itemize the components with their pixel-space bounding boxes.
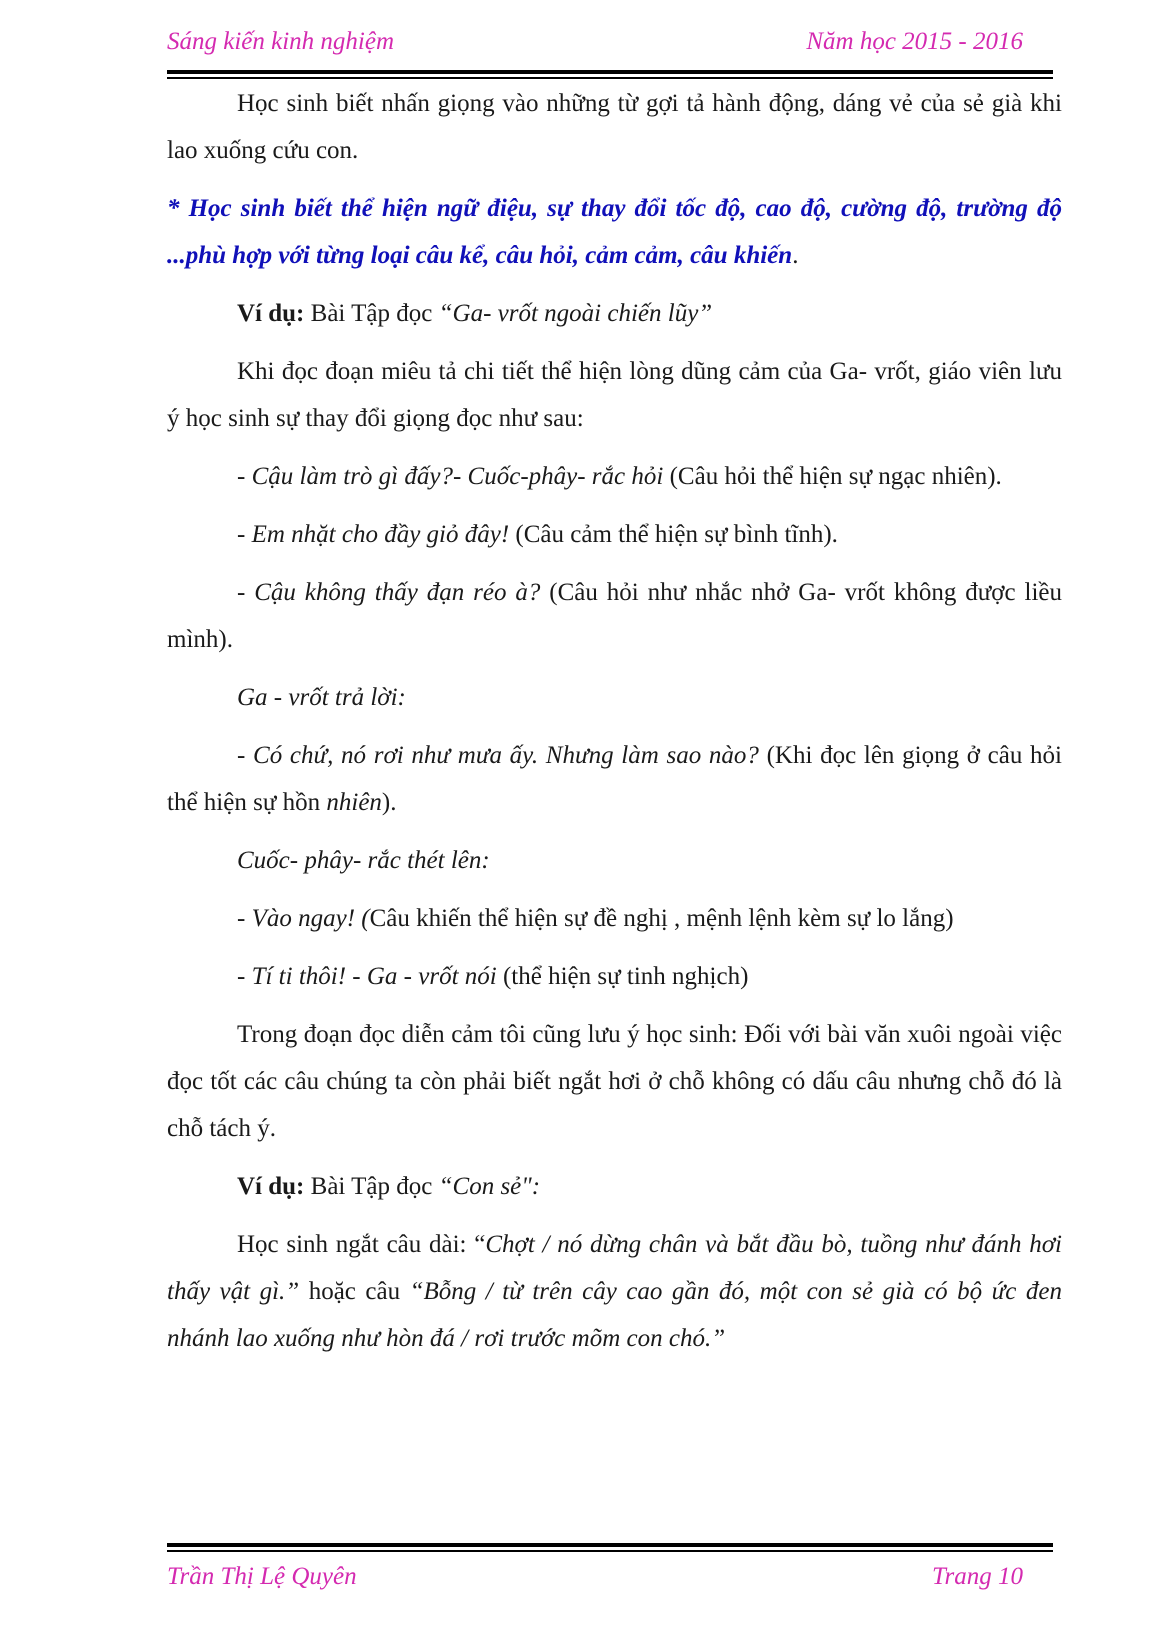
quote-text: - Tí ti thôi! - Ga - vrốt nói — [237, 963, 497, 990]
header-school-year: Năm học 2015 - 2016 — [806, 28, 1023, 55]
quote-text: Cuốc- phây- rắc thét lên: — [237, 847, 490, 874]
quote-text: Ga - vrốt trả lời: — [237, 684, 406, 711]
paragraph-text: Học sinh ngắt câu dài: “ — [237, 1231, 486, 1258]
paragraph-text: (thể hiện sự tinh nghịch) — [496, 963, 749, 990]
quote-text: nhiên — [326, 789, 382, 816]
paragraph-text: ). — [381, 789, 397, 816]
paragraph — [167, 348, 1062, 442]
lesson-title: “Con sẻ": — [438, 1173, 541, 1200]
paragraph-text: Câu khiến thể hiện sự đề nghị , mệnh lệnh kèm sự lo lắng) — [369, 905, 954, 932]
quote-text: “Bỗng / từ trên cây cao gần đó, một con sẻ già có bộ ức đen nhánh lao xuống như hòn đá / rơi trước mõm con chó.” — [167, 1278, 1062, 1352]
page-header — [167, 28, 1053, 64]
quote-text: - Em nhặt cho đầy giỏ đây! — [237, 521, 510, 548]
dialogue-line — [167, 453, 1062, 500]
example-paragraph — [167, 290, 1062, 337]
paragraph-text: . — [792, 242, 799, 269]
quote-text: - Cậu không thấy đạn réo à? — [237, 579, 541, 606]
paragraph-text: (Câu hỏi như nhắc nhở Ga- vrốt không được liều mình). — [167, 579, 1062, 653]
paragraph-text: (Khi đọc lên giọng ở câu hỏi thể hiện sự hồn — [167, 742, 1062, 816]
page-body — [167, 80, 1062, 1373]
dialogue-line — [167, 732, 1062, 826]
dialogue-line — [167, 895, 1062, 942]
dialogue-line — [167, 674, 1062, 721]
example-paragraph — [167, 1163, 1062, 1210]
footer-divider — [167, 1543, 1053, 1552]
paragraph-text: Bài Tập đọc — [304, 300, 439, 327]
example-label: Ví dụ: — [237, 300, 305, 327]
paragraph-text: Học sinh biết nhấn giọng vào những từ gợi tả hành động, dáng vẻ của sẻ già khi lao xuống cứu con. — [167, 90, 1062, 164]
dialogue-line — [167, 953, 1062, 1000]
quote-text: - Có chứ, nó rơi như mưa ấy. Nhưng làm sao nào? — [237, 742, 759, 769]
paragraph — [167, 1011, 1062, 1152]
quote-text: Chợt / nó dừng chân và bắt đầu bò, tuồng như đánh hơi thấy vật gì.” — [167, 1231, 1062, 1305]
dialogue-line — [167, 837, 1062, 884]
quote-text: - Vào ngay! ( — [237, 905, 370, 932]
dialogue-line — [167, 511, 1062, 558]
highlight-paragraph — [167, 185, 1062, 279]
footer-author: Trần Thị Lệ Quyên — [167, 1563, 357, 1590]
paragraph-text: Trong đoạn đọc diễn cảm tôi cũng lưu ý học sinh: Đối với bài văn xuôi ngoài việc đọc tốt các câu chúng ta còn phải biết ngắt hơi ở chỗ không có dấu câu nhưng chỗ đó là chỗ tách ý. — [167, 1021, 1062, 1142]
paragraph-text: hoặc câu — [299, 1278, 410, 1305]
paragraph-text: (Câu cảm thể hiện sự bình tĩnh). — [509, 521, 838, 548]
page-number: Trang 10 — [931, 1563, 1023, 1590]
dialogue-line — [167, 569, 1062, 663]
header-document-type: Sáng kiến kinh nghiệm — [167, 28, 395, 55]
quote-text: - Cậu làm trò gì đấy?- Cuốc-phây- rắc hỏi — [237, 463, 664, 490]
highlight-text: * Học sinh biết thể hiện ngữ điệu, sự thay đổi tốc độ, cao độ, cường độ, trường độ ...phù hợp với từng loại câu kể, câu hỏi, cảm cảm, câu khiến — [167, 195, 1062, 269]
page-footer — [167, 1563, 1053, 1599]
lesson-title: “Ga- vrốt ngoài chiến lũy” — [438, 300, 713, 327]
example-label: Ví dụ: — [237, 1173, 305, 1200]
paragraph — [167, 1221, 1062, 1362]
header-divider — [167, 70, 1053, 79]
paragraph-text: Bài Tập đọc — [304, 1173, 439, 1200]
paragraph-text: (Câu hỏi thể hiện sự ngạc nhiên). — [663, 463, 1002, 490]
paragraph — [167, 80, 1062, 174]
paragraph-text: Khi đọc đoạn miêu tả chi tiết thể hiện lòng dũng cảm của Ga- vrốt, giáo viên lưu ý học sinh sự thay đổi giọng đọc như sau: — [167, 358, 1062, 432]
